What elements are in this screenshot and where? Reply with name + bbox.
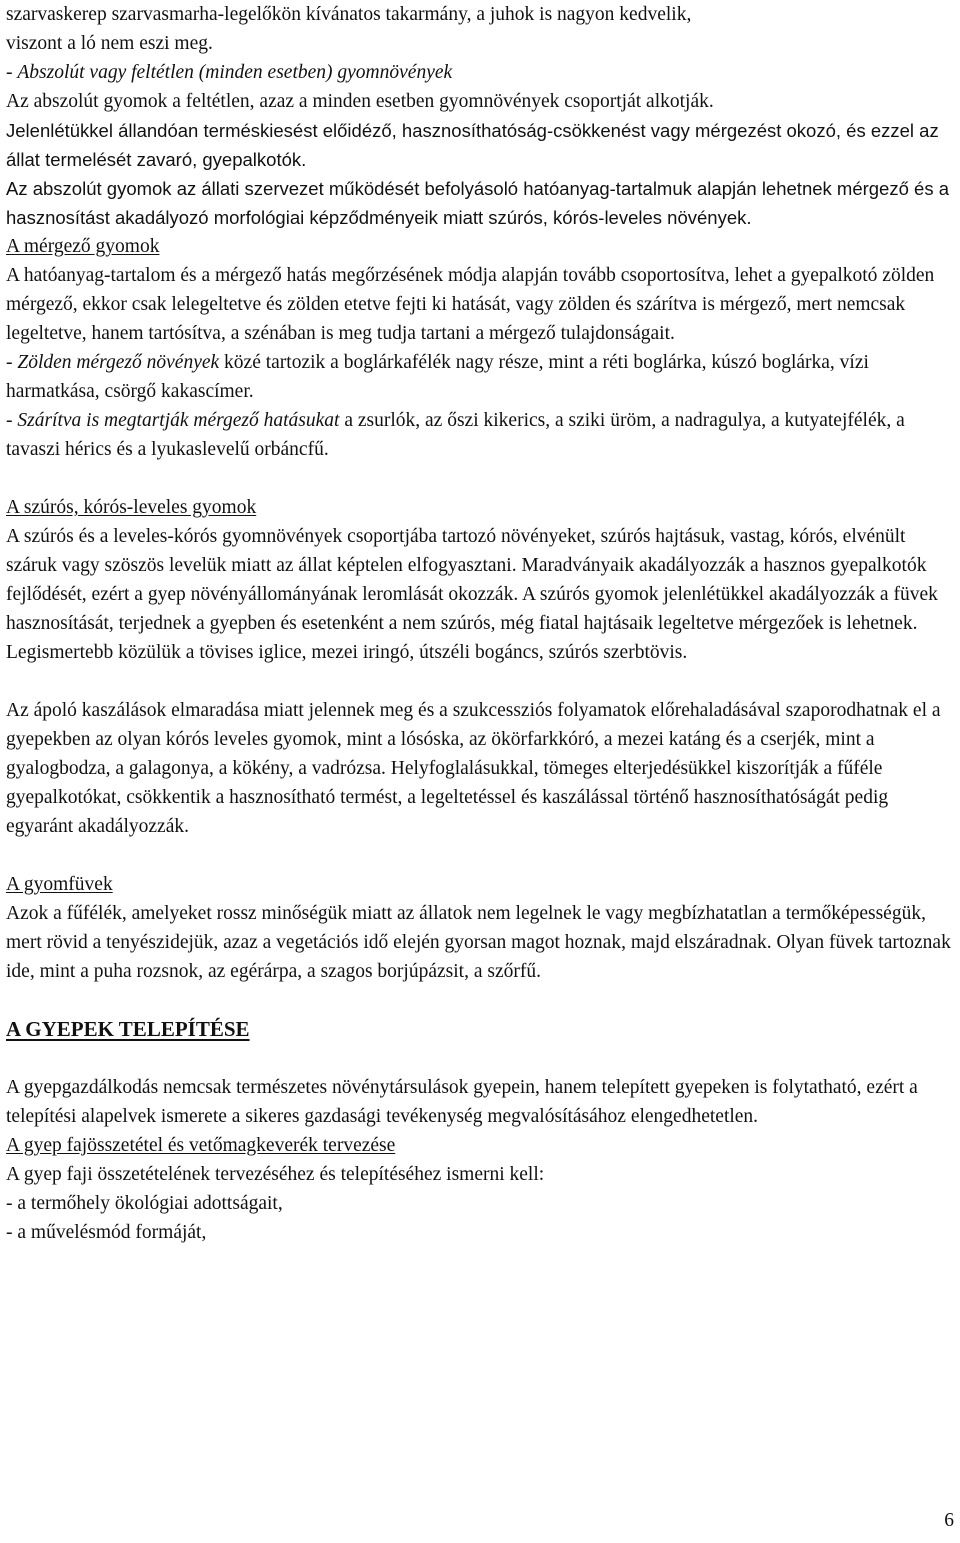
italic-term: Zölden mérgező növények (17, 352, 220, 373)
list-item: - a művelésmód formáját, (6, 1222, 207, 1243)
paragraph (6, 406, 954, 464)
section-title-thorny-weeds: A szúrós, kórós-leveles gyomok (6, 497, 257, 518)
dash: - (6, 410, 18, 431)
paragraph: Az abszolút gyomok az állati szervezet működését befolyásoló hatóanyag-tartalmuk alapján lehetnek mérgező és a hasznosítást akadályozó morfológiai képződményeik miatt szúrós, kórós-leveles növények. (6, 178, 949, 228)
chapter-heading: A GYEPEK TELEPÍTÉSE (6, 1017, 250, 1041)
paragraph: A gyep faji összetételének tervezéséhez és telepítéséhez ismerni kell: (6, 1164, 545, 1185)
paragraph (6, 348, 954, 406)
text: közé tartozik a boglárkafélék nagy része, mint a réti boglárka, kúszó boglárka, vízi harmatkása, csörgő kakascímer. (6, 352, 869, 402)
paragraph: A hatóanyag-tartalom és a mérgező hatás megőrzésének módja alapján tovább csoportosítva, lehet a gyepalkotó zölden mérgező, ekkor csak lelegeltetve és zölden etetve fejti ki hatását, vagy zölden és szárítva is mérgező, mert nemcsak legeltetve, hanem tartósítva, a szénában is meg tudja tartani a mérgező tulajdonságait. (6, 265, 935, 344)
paragraph: Azok a fűfélék, amelyeket rossz minőségük miatt az állatok nem legelnek le vagy megbízhatatlan a termőképességük, mert rövid a tenyészidejük, azaz a vegetációs idő elején gyorsan magot hoznak, majd elszáradnak. Olyan füvek tartoznak ide, mint a puha rozsnok, az egérárpa, a szagos borjúpázsit, a szőrfű. (6, 903, 951, 982)
dash: - (6, 352, 18, 373)
italic-term: Szárítva is megtartják mérgező hatásukat (17, 410, 340, 431)
italic-title: Abszolút vagy feltétlen (minden esetben) gyomnövények (17, 62, 453, 83)
absolute-weeds-subtitle (6, 58, 954, 87)
text: a zsurlók, az őszi kikerics, a sziki üröm, a nadragulya, a kutyatejfélék, a tavaszi hérics és a lyukaslevelű orbáncfű. (6, 410, 905, 460)
list-item: - a termőhely ökológiai adottságait, (6, 1193, 283, 1214)
section-title-seed-mix: A gyep fajösszetétel és vetőmagkeverék tervezése (6, 1135, 396, 1156)
document-body (6, 0, 954, 1247)
paragraph: A szúrós és a leveles-kórós gyomnövények csoportjába tartozó növényeket, szúrós hajtásuk, vastag, kórós, elvénült száruk vagy szöszös levelük miatt az állat képtelen elfogyasztani. Maradványaik akadályozzák a hasznos gyepalkotók fejlődését, ezért a gyep növényállományának leromlását okozzák. A szúrós gyomok jelenlétükkel akadályozzák a füvek hasznosítását, terjednek a gyepben és esetenként a nem szúrós, még fiatal hajtásaik legeltetve mérgezőek is lehetnek. Legismertebb közülük a tövises iglice, mezei iringó, útszéli bogáncs, szúrós szerbtövis. (6, 526, 938, 663)
dash: - (6, 62, 18, 83)
section-title-weed-grasses: A gyomfüvek (6, 874, 113, 895)
paragraph: Jelenlétükkel állandóan terméskiesést előidéző, hasznosíthatóság-csökkenést vagy mérgezést okozó, és ezzel az állat termelését zavaró, gyepalkotók. (6, 120, 939, 170)
paragraph: Az abszolút gyomok a feltétlen, azaz a minden esetben gyomnövények csoportját alkotják. (6, 91, 714, 112)
page-number: 6 (944, 1510, 954, 1531)
text-line: szarvaskerep szarvasmarha-legelőkön kívánatos takarmány, a juhok is nagyon kedvelik, (6, 4, 692, 25)
paragraph: Az ápoló kaszálások elmaradása miatt jelennek meg és a szukcessziós folyamatok előrehaladásával szaporodhatnak el a gyepekben az olyan kórós leveles gyomok, mint a lósóska, az ökörfarkkóró, a mezei katáng és a cserjék, mint a gyalogbodza, a galagonya, a kökény, a vadrózsa. Helyfoglalásukkal, tömeges elterjedésükkel kiszorítják a fűféle gyepalkotókat, csökkentik a hasznosítható termést, a legeltetéssel és kaszálással történő hasznosíthatóságát pedig egyaránt akadályozzák. (6, 700, 941, 837)
text-line: viszont a ló nem eszi meg. (6, 33, 213, 54)
paragraph: A gyepgazdálkodás nemcsak természetes növénytársulások gyepein, hanem telepített gyepeken is folytatható, ezért a telepítési alapelvek ismerete a sikeres gazdasági tevékenység megvalósításához elengedhetetlen. (6, 1077, 918, 1127)
section-title-poisonous-weeds: A mérgező gyomok (6, 236, 160, 257)
